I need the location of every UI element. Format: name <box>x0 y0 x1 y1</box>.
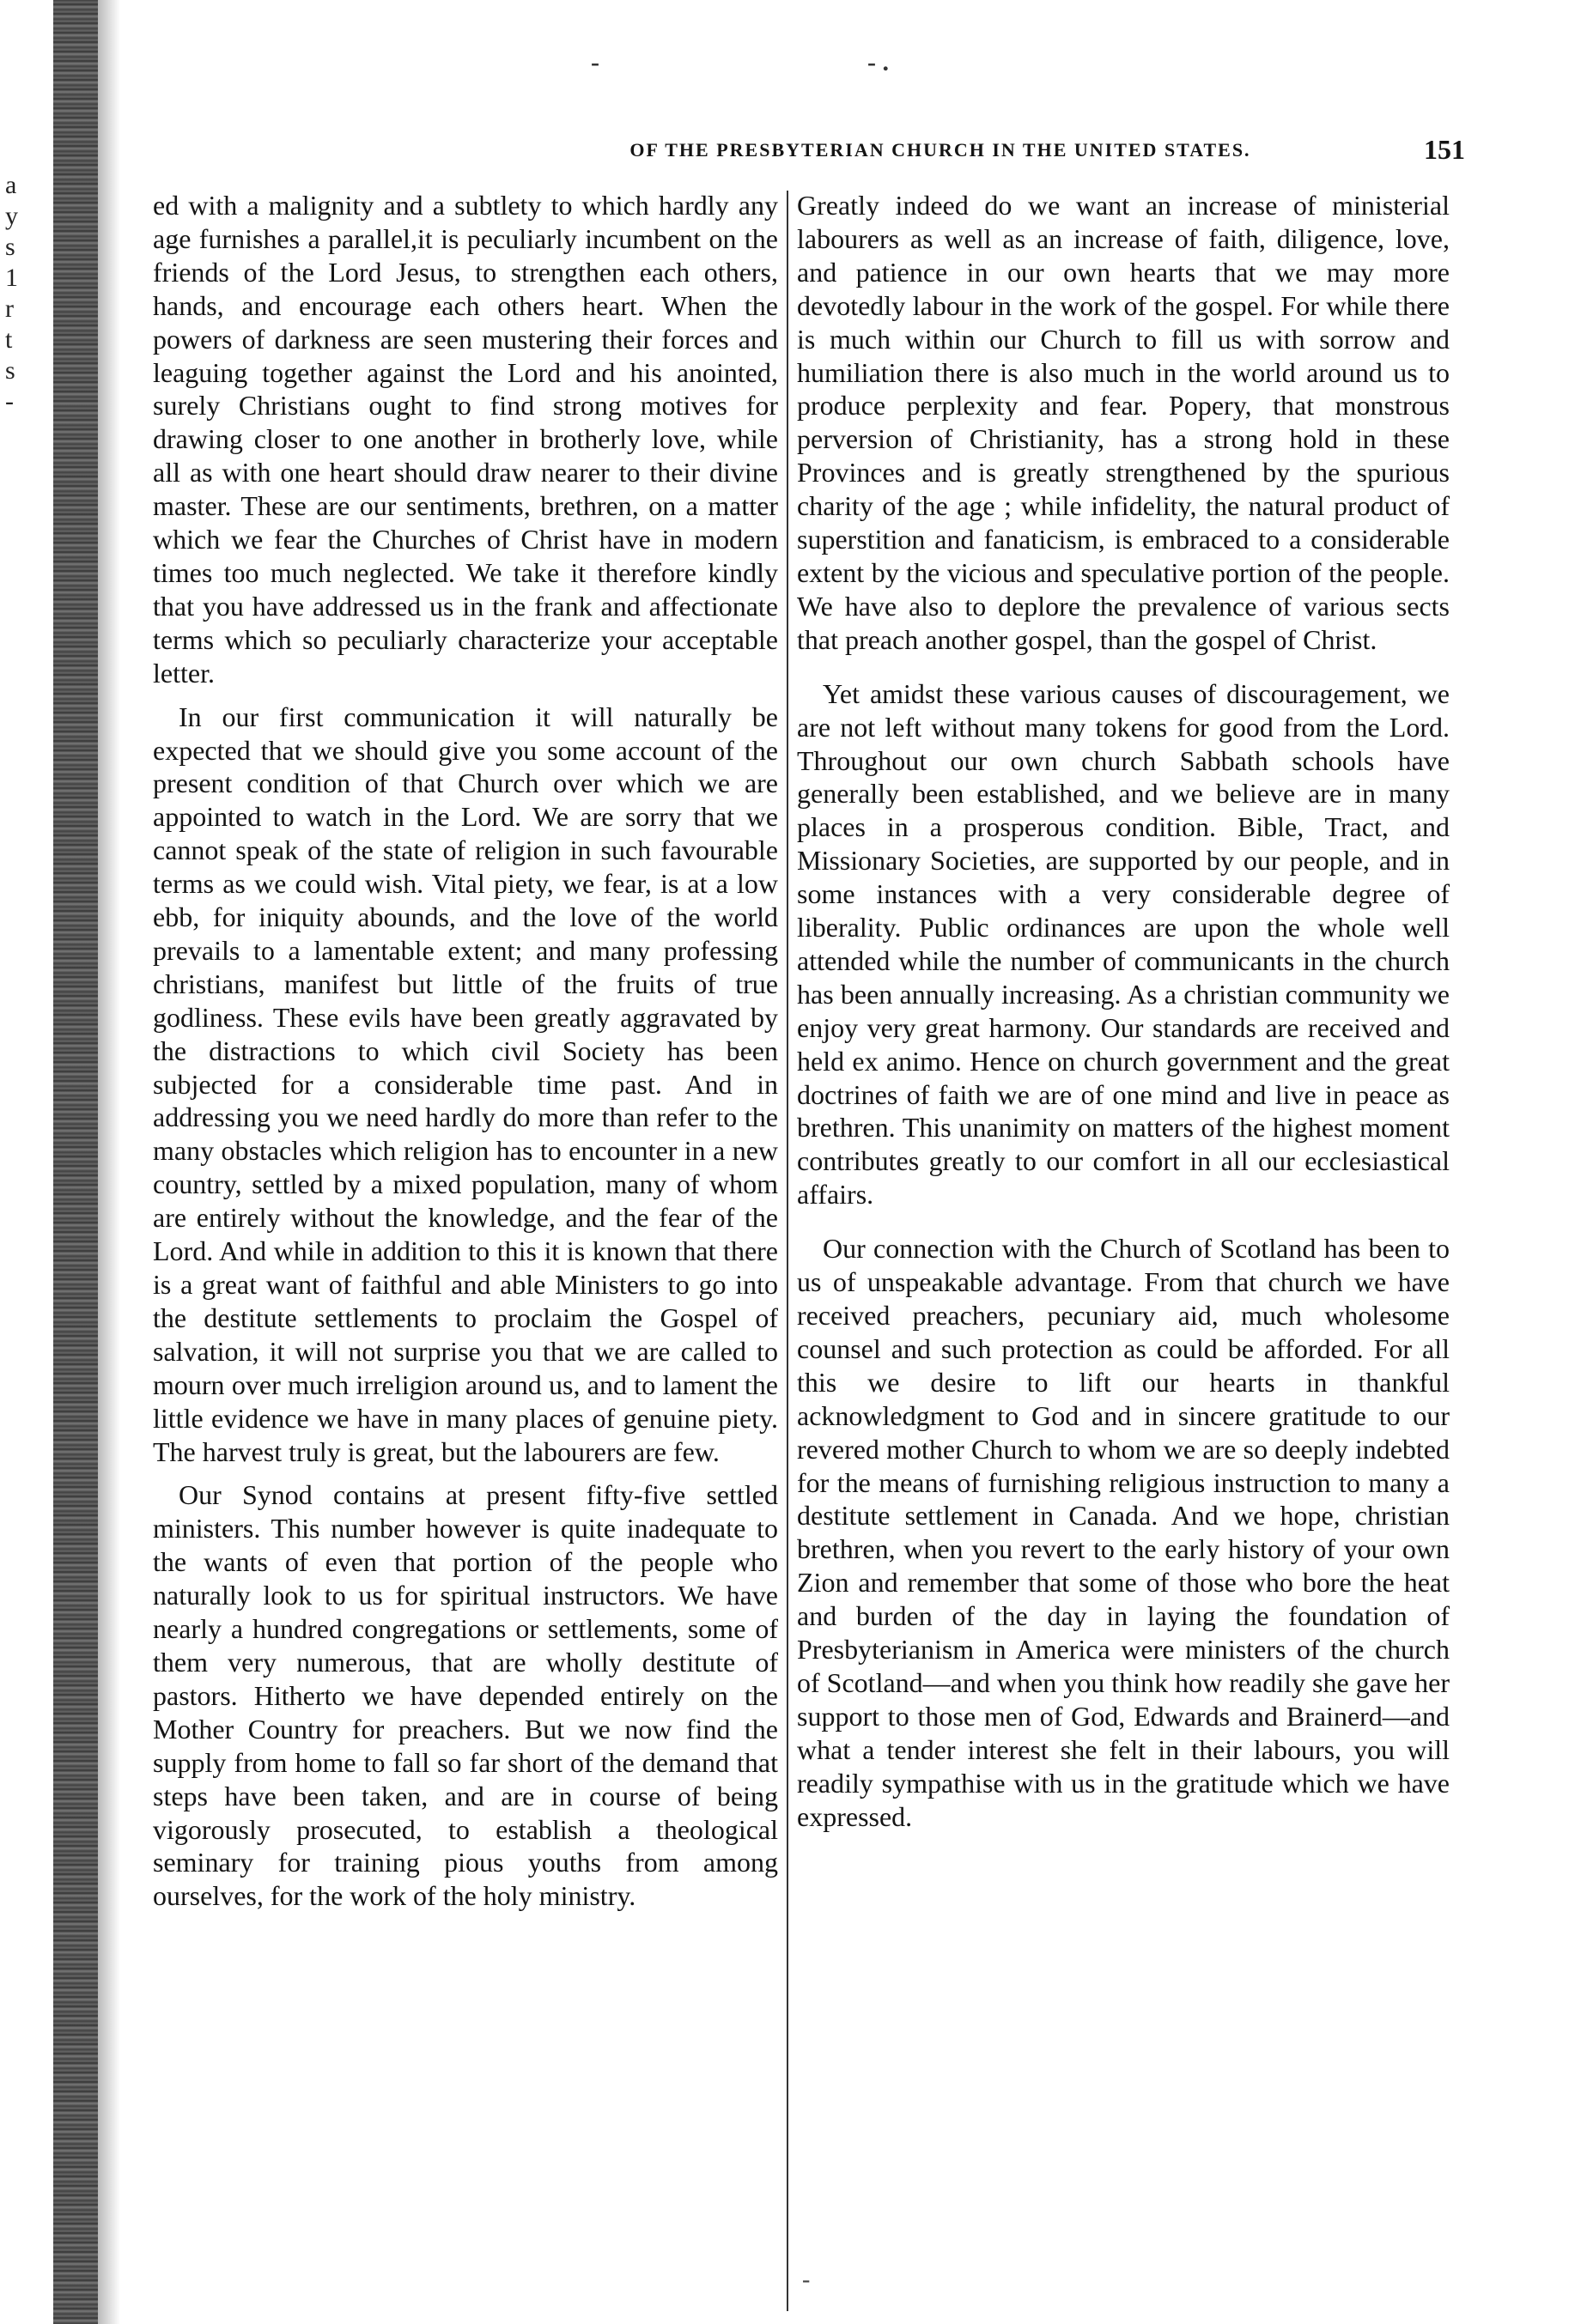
margin-letter: r <box>5 294 14 323</box>
top-mark: - . <box>867 48 889 76</box>
right-column <box>797 189 1450 1844</box>
margin-letter: a <box>5 171 17 199</box>
margin-letter: - <box>5 387 14 416</box>
page-number: 151 <box>1424 134 1465 165</box>
paragraph: ed with a malignity and a subtlety to which hardly any age furnishes a parallel,it is peculiarly incumbent on the friends of the Lord Jesus, to strengthen each others, hands, and encourage each others heart. When the powers of darkness are seen mustering their forces and leaguing together against the Lord and his anointed, surely Christians ought to find strong motives for drawing closer to one another in brotherly love, while all as with one heart should draw nearer to their divine master. These are our sentiments, brethren, on a matter which we fear the Churches of Christ have in modern times too much neglected. We take it therefore kindly that you have addressed us in the frank and affectionate terms which so peculiarly characterize your acceptable letter. <box>153 190 778 689</box>
margin-letter: y <box>5 202 18 230</box>
left-column <box>153 189 778 1923</box>
paragraph: Our Synod contains at present fifty-five settled ministers. This number however is quite inadequate to the wants of even that portion of the people who naturally look to us for spiritual instructors. We have nearly a hundred congregations or settlements, some of them very numerous, that are wholly destitute of pastors. Hitherto we have depended entirely on the Mother Country for preachers. But we now find the supply from home to fall so far short of the demand that steps have been taken, and are in course of being vigorously prosecuted, to establish a theological seminary for training pious youths from among ourselves, for the work of the holy ministry. <box>153 1479 778 1912</box>
margin-letters <box>5 170 31 417</box>
top-mark: - <box>591 48 599 76</box>
book-binding-edge <box>53 0 98 2324</box>
gutter-shadow <box>98 0 120 2324</box>
margin-letter: s <box>5 356 15 385</box>
paragraph: In our first communication it will naturally be expected that we should give you some account of the present condition of that Church over which we are appointed to watch in the Lord. We are sorry that we cannot speak of the state of religion in such favourable terms as we could wish. Vital piety, we fear, is at a low ebb, for iniquity abounds, and the love of the world prevails to a lamentable extent; and many professing christians, manifest but little of the fruits of true godliness. These evils have been greatly aggravated by the distractions to which civil Society has been subjected for a considerable time past. And in addressing you we need hardly do more than refer to the many obstacles which religion has to encounter in a new country, settled by a mixed population, many of whom are entirely without the knowledge, and the fear of the Lord. And while in addition to this it is known that there is a great want of faithful and able Ministers to go into the destitute settlements to proclaim the Gospel of salvation, it will not surprise you that we are called to mourn over much irreligion around us, and to lament the little evidence we have in many places of genuine piety. The harvest truly is great, but the labourers are few. <box>153 701 778 1467</box>
paragraph: Yet amidst these various causes of discouragement, we are not left without many tokens for good from the Lord. Throughout our own church Sabbath schools have generally been established, and we believe are in many places in a prosperous condition. Bible, Tract, and Missionary Societies, are supported by our people, and in some instances with a very considerable degree of liberality. Public ordinances are upon the whole well attended while the number of communicants in the church has been annually increasing. As a christian community we enjoy very great harmony. Our standards are received and held ex animo. Hence on church government and the great doctrines of faith we are of one mind and live in peace as brethren. This unanimity on matters of the highest moment contributes greatly to our comfort in all our ecclesiastical affairs. <box>797 677 1450 1211</box>
running-header: OF THE PRESBYTERIAN CHURCH IN THE UNITED STATES. <box>629 139 1251 161</box>
column-divider <box>787 191 788 2311</box>
paragraph: Greatly indeed do we want an increase of ministerial labourers as well as an increase of faith, diligence, love, and patience in our own hearts that we may more devotedly labour in the work of the gospel. For while there is much within our Church to fill us with sorrow and humiliation there is also much in the world around us to produce perplexity and fear. Popery, that monstrous perversion of Christianity, has a strong hold in these Provinces and is greatly strengthened by the spurious charity of the age ; while infidelity, the natural product of superstition and fanaticism, is embraced to a considerable extent by the vicious and speculative portion of the people. We have also to deplore the prevalence of various sects that preach another gospel, than the gospel of Christ. <box>797 190 1450 655</box>
bottom-mark: - <box>802 2266 811 2293</box>
paragraph: Our connection with the Church of Scotland has been to us of unspeakable advantage. From that church we have received preachers, pecuniary aid, much wholesome counsel and such protection as could be afforded. For all this we desire to lift our hearts in thankful acknowledgment to God and in sincere gratitude to our revered mother Church to whom we are so deeply indebted for the means of furnishing religious instruction to many a destitute settlement in Canada. And we hope, christian brethren, when you revert to the early history of your own Zion and remember that some of those who bore the heat and burden of the day in laying the foundation of Presbyterianism in America were ministers of the church of Scotland—and when you think how readily she gave her support to those men of God, Edwards and Brainerd—and what a tender interest she felt in their labours, you will readily sympathise with us in the gratitude which we have expressed. <box>797 1233 1450 1832</box>
margin-letter: t <box>5 325 13 354</box>
margin-letter: s <box>5 233 15 261</box>
margin-letter: 1 <box>5 264 18 292</box>
